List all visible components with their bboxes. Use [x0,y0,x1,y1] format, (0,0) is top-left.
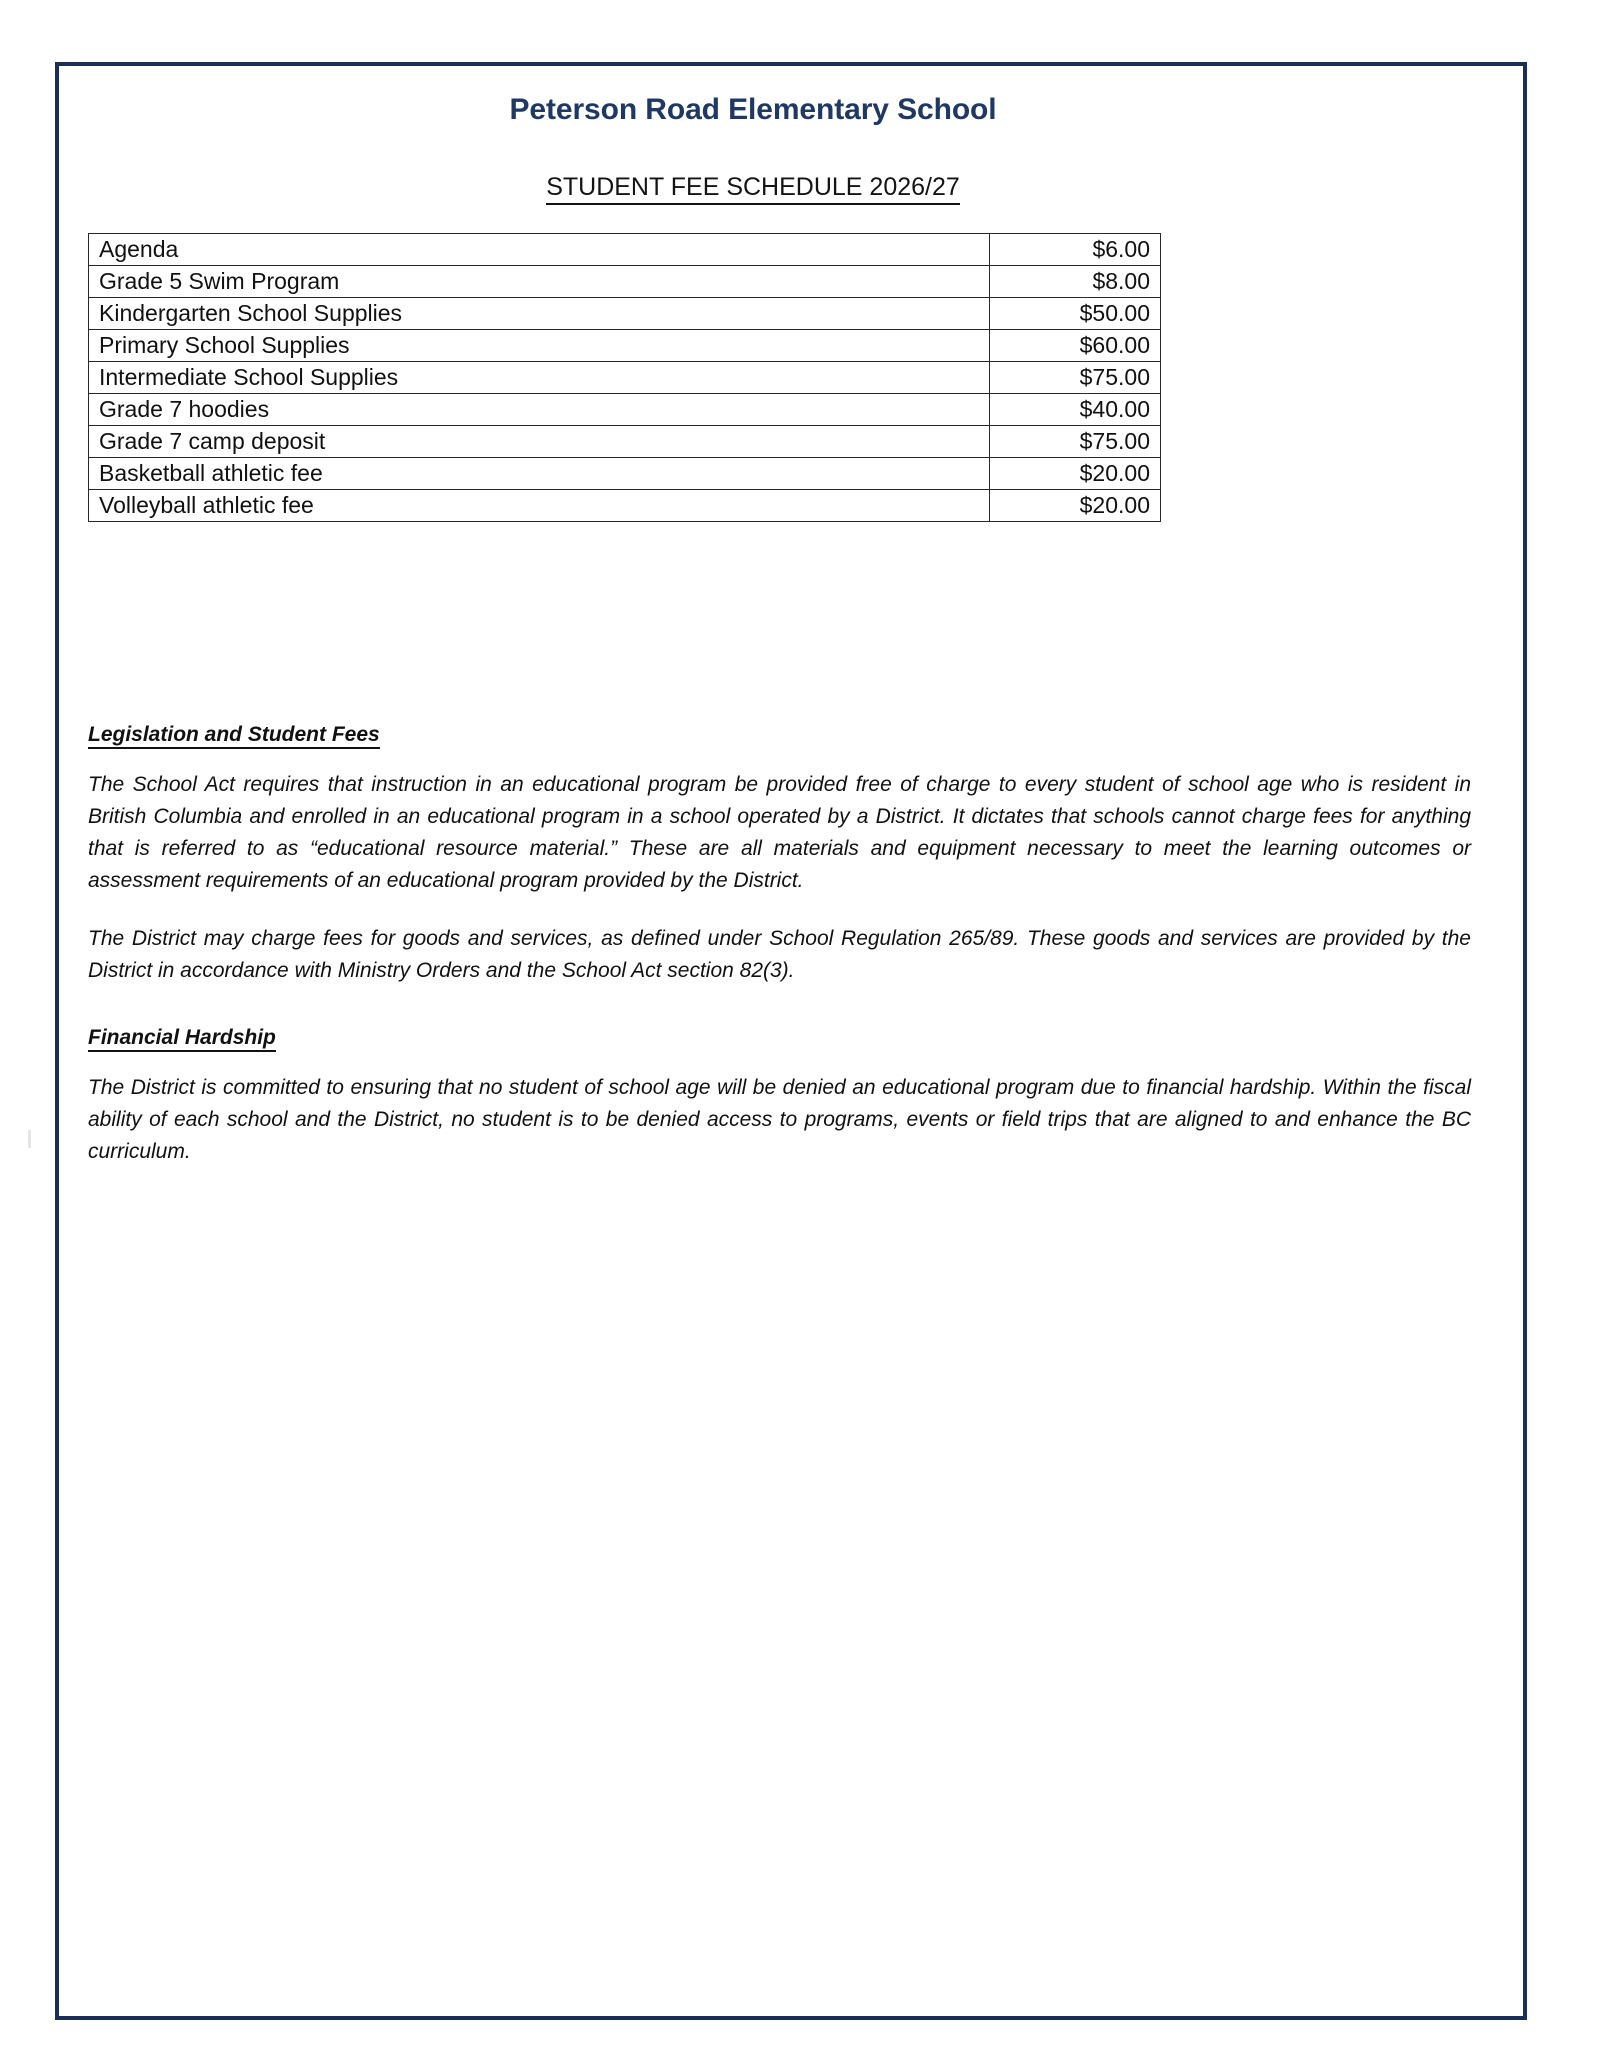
fee-table-body [89,234,1161,522]
student-fee-table [88,233,1161,522]
fee-item-price: $75.00 [990,362,1161,394]
page-title: Peterson Road Elementary School [509,93,997,126]
table-row [89,330,1161,362]
page-subtitle-text: STUDENT FEE SCHEDULE 2026/27 [546,173,960,205]
fee-item-name: Primary School Supplies [89,330,990,362]
paragraph-financial-hardship: The District is committed to ensuring that no student of school age will be denied an educational program due to financial hardship. Within the fiscal ability of each school and the District, no student is to be denied access to programs, events or field trips that are aligned to and enhance the BC curriculum. [88,1075,1471,1163]
scan-artifact [28,1130,31,1148]
section-heading-financial-hardship-text: Financial Hardship [88,1026,276,1052]
table-row [89,490,1161,522]
fee-item-price: $60.00 [990,330,1161,362]
table-row [89,394,1161,426]
table-row [89,362,1161,394]
fee-item-price: $40.00 [990,394,1161,426]
section-heading-legislation [88,722,1468,747]
fee-item-name: Grade 7 hoodies [89,394,990,426]
paragraph-goods-and-services: The District may charge fees for goods and services, as defined under School Regulation 265/89. These goods and services are provided by the District in accordance with Ministry Orders and the School Act section 82(3). [88,926,1471,982]
fee-item-name: Kindergarten School Supplies [89,298,990,330]
table-row [89,298,1161,330]
fee-item-price: $20.00 [990,490,1161,522]
section-heading-legislation-text: Legislation and Student Fees [88,723,380,749]
fee-item-price: $20.00 [990,458,1161,490]
fee-item-name: Grade 5 Swim Program [89,266,990,298]
table-row [89,234,1161,266]
fee-table-container [88,233,1150,522]
section-heading-financial-hardship [88,1025,1468,1050]
fee-item-price: $6.00 [990,234,1161,266]
fee-item-price: $8.00 [990,266,1161,298]
policy-text-block [88,722,1471,1168]
fee-item-name: Grade 7 camp deposit [89,426,990,458]
fee-item-price: $50.00 [990,298,1161,330]
paragraph-school-act: The School Act requires that instruction in an educational program be provided free of charge to every student of school age who is resident in British Columbia and enrolled in an educational program in a school operated by a District. It dictates that schools cannot charge fees for anything that is referred to as “educational resource material.” These are all materials and equipment necessary to meet the learning outcomes or assessment requirements of an educational program provided by the District. [88,773,1471,892]
fee-item-name: Basketball athletic fee [89,458,990,490]
fee-item-name: Agenda [89,234,990,266]
page-subtitle [88,128,1418,202]
table-row [89,458,1161,490]
table-row [89,266,1161,298]
document-body [88,92,1478,1163]
fee-item-name: Volleyball athletic fee [89,490,990,522]
fee-item-price: $75.00 [990,426,1161,458]
table-row [89,426,1161,458]
fee-item-name: Intermediate School Supplies [89,362,990,394]
